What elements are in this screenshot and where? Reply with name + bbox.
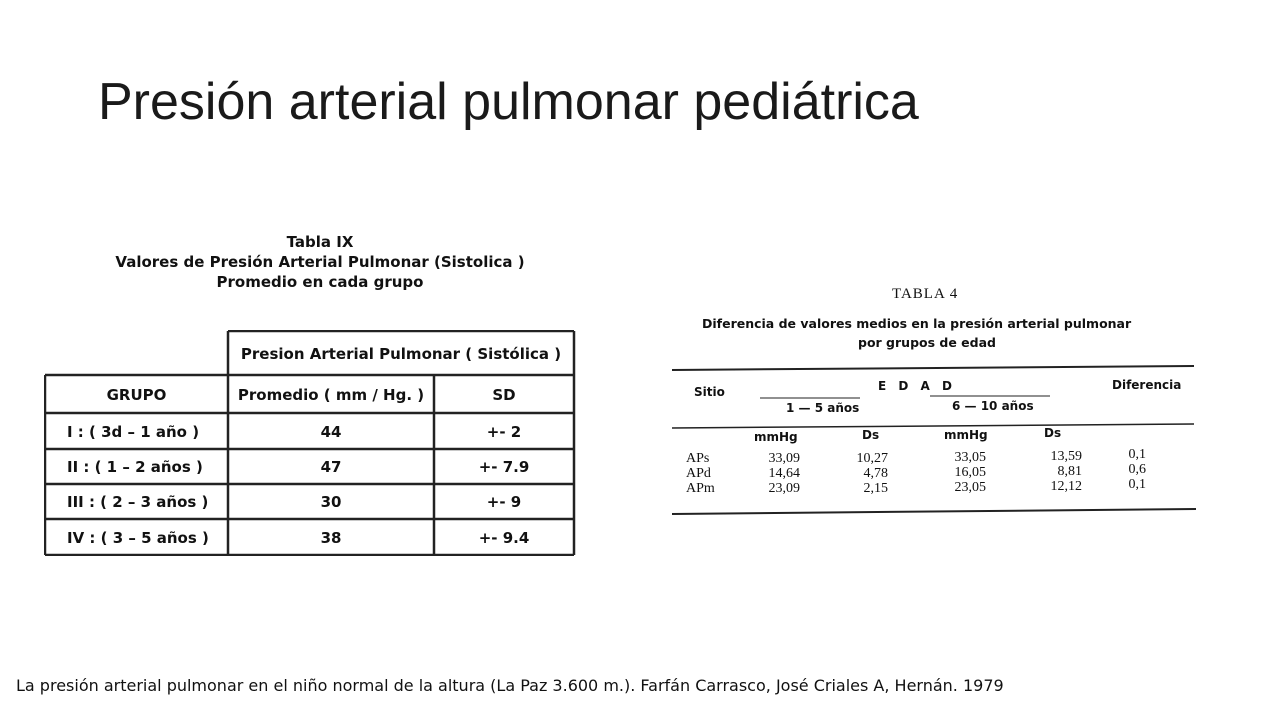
tabla-ix-table [44, 330, 576, 556]
tabla-4-aps-ds-1-5: 10,27 [856, 451, 888, 466]
tabla-ix-row-2-grupo: II : ( 1 – 2 años ) [67, 458, 203, 476]
source-caption: La presión arterial pulmonar en el niño normal de la altura (La Paz 3.600 m.). Farfán Carrasco, José Criales A, Hernán. 1979 [16, 676, 1004, 695]
tabla-4-aps-ds-6-10: 13,59 [1050, 449, 1082, 464]
tabla-ix-row-1-sd: +- 2 [486, 422, 522, 441]
tabla-4-site-apm: APm [686, 481, 715, 496]
tabla-4-apm-mmhg-1-5: 23,09 [768, 481, 800, 496]
tabla-4-unit-ds-1: Ds [862, 428, 880, 442]
tabla-ix-row-4-promedio: 38 [320, 528, 342, 547]
tabla-ix-row-2-promedio: 47 [320, 458, 342, 476]
tabla-4-apm-mmhg-6-10: 23,05 [954, 480, 986, 495]
tabla-4-apm-diferencia: 0,1 [1128, 477, 1146, 492]
slide-title: Presión arterial pulmonar pediátrica [98, 73, 919, 131]
tabla-4-apd-ds-1-5: 4,78 [863, 466, 888, 481]
tabla-ix-col-sd: SD [492, 385, 516, 404]
tabla-ix-row-4-grupo: IV : ( 3 – 5 años ) [67, 528, 209, 547]
tabla-4-aps-diferencia: 0,1 [1128, 447, 1146, 462]
tabla-ix-row-3-promedio: 30 [320, 493, 342, 511]
tabla-4-unit-mmhg-1: mmHg [754, 430, 798, 444]
tabla-4-unit-mmhg-2: mmHg [944, 428, 988, 442]
tabla-ix-row-3-grupo: III : ( 2 – 3 años ) [67, 493, 209, 511]
tabla-4-age-group-1: 1 — 5 años [786, 401, 860, 415]
tabla-4-apm-ds-6-10: 12,12 [1050, 479, 1082, 494]
tabla-4-col-sitio: Sitio [694, 385, 725, 399]
tabla-ix-subtitle: Valores de Presión Arterial Pulmonar (Sistolica ) [115, 253, 525, 271]
tabla-4-apd-ds-6-10: 8,81 [1057, 464, 1082, 479]
tabla-ix-row-1-promedio: 44 [320, 422, 342, 441]
tabla-4-age-group-2: 6 — 10 años [952, 399, 1034, 413]
tabla-ix-row-3-sd: +- 9 [486, 493, 522, 511]
tabla-4-site-aps: APs [686, 451, 710, 466]
tabla-ix-row-2-sd: +- 7.9 [478, 458, 530, 476]
tabla-ix-row-4-sd: +- 9.4 [478, 528, 530, 547]
tabla-4-aps-mmhg-6-10: 33,05 [954, 450, 986, 465]
tabla-ix-subtitle-2: Promedio en cada grupo [216, 273, 424, 291]
tabla-4-table [670, 282, 1200, 522]
tabla-4-site-apd: APd [686, 466, 711, 481]
tabla-ix-title: Tabla IX [286, 233, 354, 251]
tabla-ix-row-1-grupo: I : ( 3d – 1 año ) [67, 422, 200, 441]
tabla-4-unit-ds-2: Ds [1044, 426, 1062, 440]
tabla-4-apd-mmhg-6-10: 16,05 [954, 465, 986, 480]
tabla-ix-heading [60, 232, 580, 292]
tabla-4-subtitle: Diferencia de valores medios en la presión arterial pulmonar [702, 316, 1132, 331]
tabla-4-title: TABLA 4 [892, 286, 959, 302]
tabla-4-aps-mmhg-1-5: 33,09 [768, 451, 800, 466]
tabla-4-apd-mmhg-1-5: 14,64 [768, 466, 800, 481]
tabla-4-apd-diferencia: 0,6 [1128, 462, 1146, 477]
tabla-4-subtitle-2: por grupos de edad [858, 335, 996, 350]
tabla-4-apm-ds-1-5: 2,15 [863, 481, 888, 496]
tabla-ix-col-grupo: GRUPO [106, 385, 167, 404]
tabla-4-col-edad: E D A D [878, 379, 956, 393]
tabla-ix-super-header: Presion Arterial Pulmonar ( Sistólica ) [240, 344, 562, 363]
tabla-ix-col-promedio: Promedio ( mm / Hg. ) [237, 385, 425, 404]
tabla-4-col-diferencia: Diferencia [1112, 378, 1182, 392]
